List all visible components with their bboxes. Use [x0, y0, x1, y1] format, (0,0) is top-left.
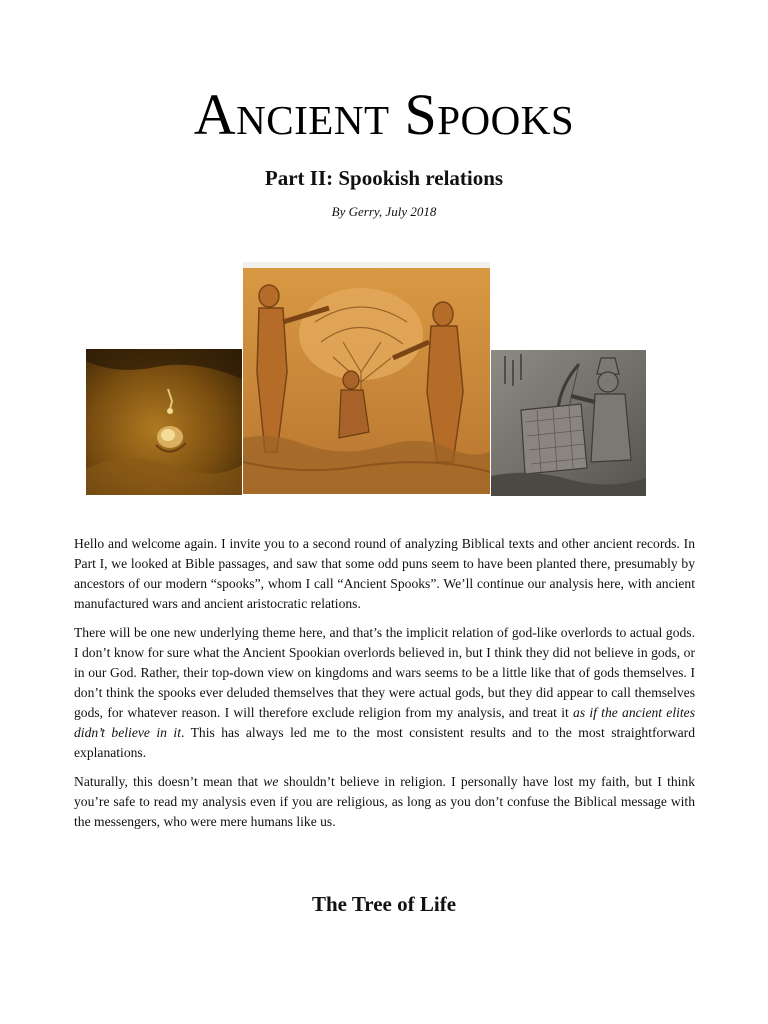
paragraph-text: . This has always led me to the most consistent results and to the most straightforward explanations. [74, 725, 695, 760]
byline: By Gerry, July 2018 [331, 204, 437, 219]
paragraph-text: shouldn’t believe in religion. I personally have lost my faith, but I think you’re safe to read my analysis even if you are religious, as long as you don’t confuse the Biblical message with the messengers, who were mere humans like us. [74, 774, 696, 829]
document-title: Ancient Spooks [193, 82, 575, 147]
document-subtitle: Part II: Spookish relations [264, 166, 504, 190]
body-paragraph [74, 772, 695, 832]
emphasis-text: as if the ancient elites didn’t believe in it [74, 705, 695, 740]
assyrian-archer-relief-photo [491, 350, 646, 496]
body-paragraph [74, 623, 695, 763]
amber-relief-photo [86, 349, 242, 495]
emphasis-text: we [263, 774, 279, 789]
paragraph-text: Hello and welcome again. I invite you to a second round of analyzing Biblical texts and other ancient records. In Part I, we looked at Bible passages, and saw that some odd puns seem to have been planted there, presumably by ancestors of our modern “spooks”, whom I call “Ancient Spooks”. We’ll continue our analysis here, with ancient manufactured wars and ancient aristocratic relations. [74, 536, 695, 611]
egyptian-tree-relief-photo [243, 262, 490, 494]
section-heading: The Tree of Life [311, 892, 457, 916]
article-body [74, 534, 695, 841]
paragraph-text: Naturally, this doesn’t mean that [74, 774, 264, 789]
body-paragraph [74, 534, 695, 614]
paragraph-text: There will be one new underlying theme here, and that’s the implicit relation of god-like overlords to actual gods. I don’t know for sure what the Ancient Spookian overlords believed in, but I think they did not believe in gods, or in our God. Rather, their top-down view on kingdoms and wars seems to be a little like that of gods themselves. I don’t think the spooks ever deluded themselves that they were actual gods, but they did appear to call themselves gods, for whatever reason. I will therefore exclude religion from my analysis, and treat it [74, 625, 695, 720]
